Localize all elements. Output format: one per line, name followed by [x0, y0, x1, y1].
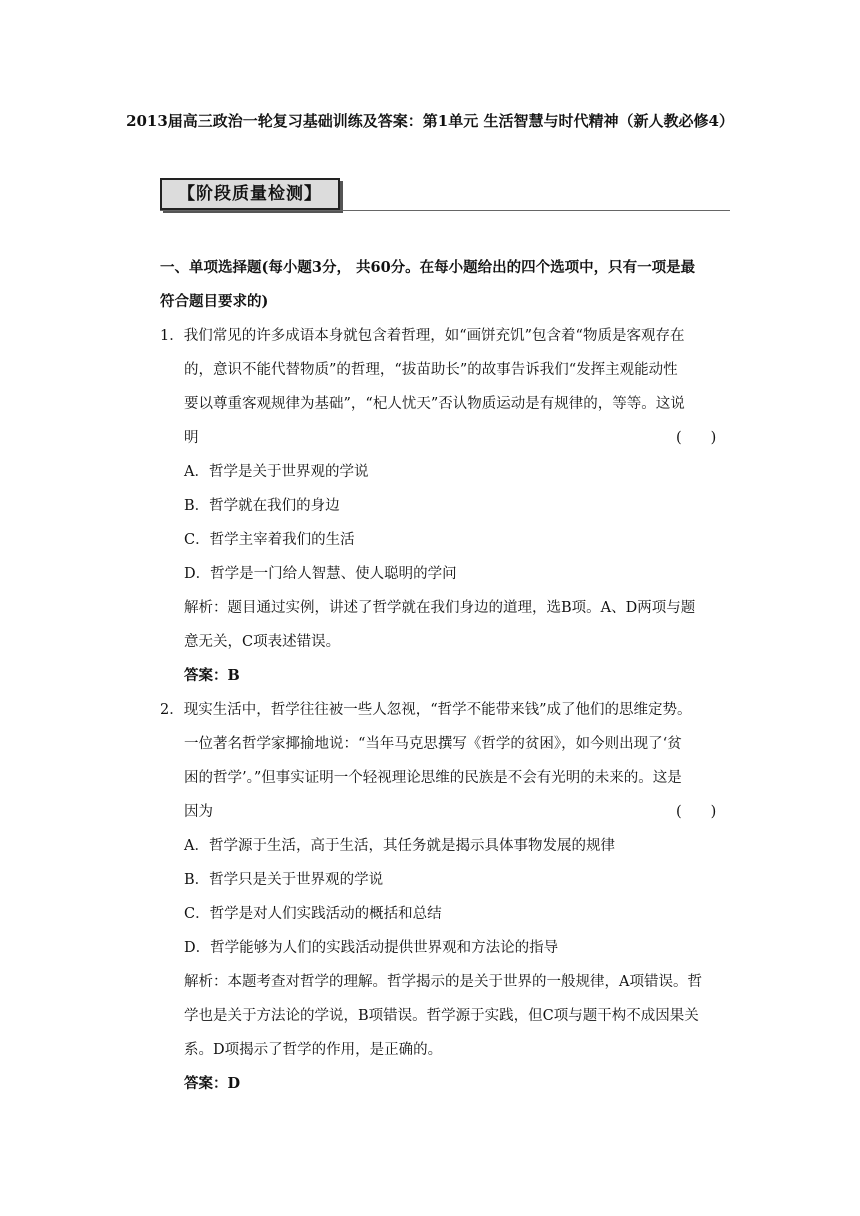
q1-stem-line4: 明 [184, 430, 199, 446]
q1-answer: 答案：B [184, 667, 240, 684]
q2-analysis-line3: 系。D项揭示了哲学的作用，是正确的。 [184, 1042, 443, 1058]
q1-option-a: A．哲学是关于世界观的学说 [184, 464, 369, 480]
q1-option-b: B．哲学就在我们的身边 [184, 498, 340, 514]
q2-option-b: B．哲学只是关于世界观的学说 [184, 872, 384, 888]
q1-stem-line3: 要以尊重客观规律为基础”，“杞人忧天”否认物质运动是有规律的，等等。这说 [184, 396, 685, 412]
q2-stem-line2: 一位著名哲学家揶揄地说：“当年马克思撰写《哲学的贫困》，如今则出现了‘贫 [184, 736, 682, 752]
section-heading-line1: 一、单项选择题(每小题3分， 共60分。在每小题给出的四个选项中，只有一项是最 [160, 259, 696, 276]
q2-analysis-line1: 解析：本题考查对哲学的理解。哲学揭示的是关于世界的一般规律，A项错误。哲 [184, 974, 702, 990]
q1-analysis-line2: 意无关，C项表述错误。 [184, 634, 341, 650]
q1-option-d: D．哲学是一门给人智慧、使人聪明的学问 [184, 566, 457, 582]
q2-stem-line4: 因为 [184, 804, 213, 820]
document-title: 2013届高三政治一轮复习基础训练及答案：第1单元 生活智慧与时代精神（新人教必修4） [126, 112, 734, 130]
q2-stem-line3: 困的哲学’。”但事实证明一个轻视理论思维的民族是不会有光明的未来的。这是 [184, 770, 682, 786]
banner-divider [160, 210, 730, 211]
q2-option-d: D．哲学能够为人们的实践活动提供世界观和方法论的指导 [184, 940, 559, 956]
q1-stem-line2: 的，意识不能代替物质”的哲理，“拔苗助长”的故事告诉我们“发挥主观能动性 [184, 362, 678, 378]
q1-answer-blank: ( ) [676, 430, 717, 446]
q1-option-c: C．哲学主宰着我们的生活 [184, 532, 355, 548]
q2-analysis-line2: 学也是关于方法论的学说，B项错误。哲学源于实践，但C项与题干构不成因果关 [184, 1008, 699, 1024]
q2-option-a: A．哲学源于生活，高于生活，其任务就是揭示具体事物发展的规律 [184, 838, 615, 854]
q1-stem-line1: 1．我们常见的许多成语本身就包含着哲理，如“画饼充饥”包含着“物质是客观存在 [160, 328, 685, 344]
q2-answer: 答案：D [184, 1075, 241, 1092]
section-heading-line2: 符合题目要求的) [160, 293, 269, 310]
q1-analysis-line1: 解析：题目通过实例，讲述了哲学就在我们身边的道理，选B项。A、D两项与题 [184, 600, 696, 616]
section-banner: 【阶段质量检测】 [160, 178, 340, 210]
q2-answer-blank: ( ) [676, 804, 717, 820]
q2-stem-line1: 2．现实生活中，哲学往往被一些人忽视，“哲学不能带来钱”成了他们的思维定势。 [160, 702, 692, 718]
q2-option-c: C．哲学是对人们实践活动的概括和总结 [184, 906, 442, 922]
